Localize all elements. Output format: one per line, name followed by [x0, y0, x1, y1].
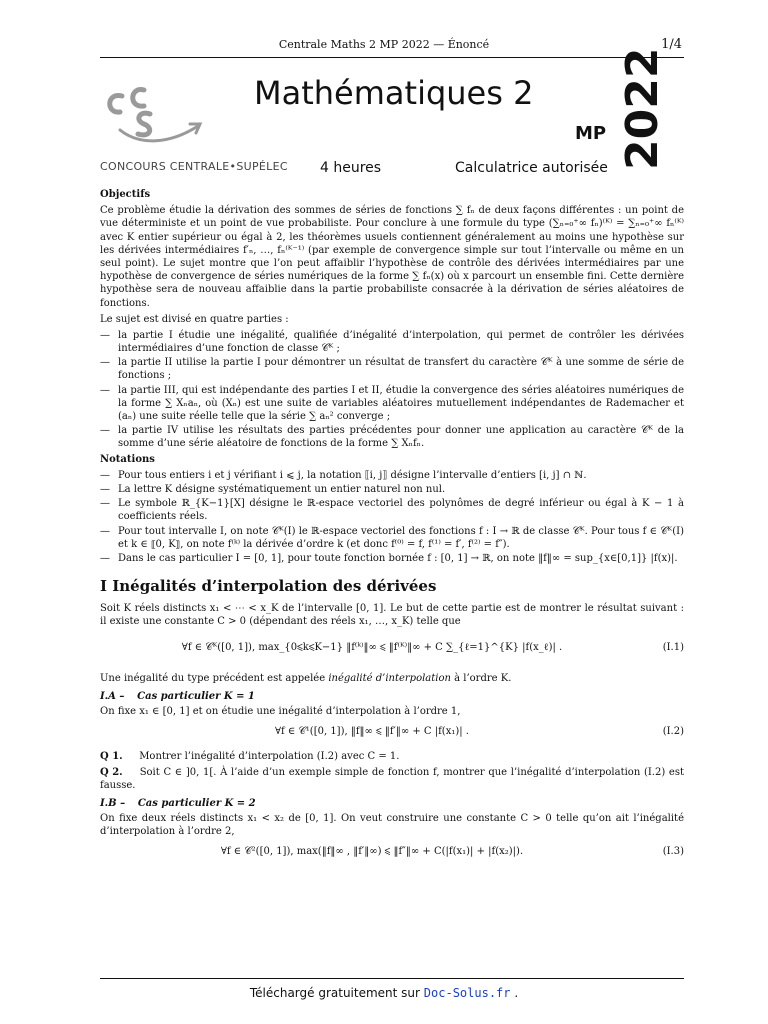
- footer-text: Téléchargé gratuitement sur: [249, 986, 424, 1000]
- document-body: [100, 188, 684, 870]
- question: [100, 750, 684, 763]
- question-text: Montrer l’inégalité d’interpolation (I.2) avec C = 1.: [139, 750, 400, 762]
- subsection-title: Cas particulier K = 2: [137, 798, 256, 810]
- parts-list: [100, 329, 684, 451]
- subsection-title: Cas particulier K = 1: [137, 691, 255, 703]
- subsection-intro: On fixe deux réels distincts x₁ < x₂ de [0, 1]. On veut construire une constante C > 0 telle qu’on ait l’inégalité d’interpolation à l’ordre 2,: [100, 812, 684, 837]
- question-number: Q 1.: [100, 750, 123, 762]
- equation-block: [100, 842, 684, 864]
- notations-list: [100, 469, 684, 565]
- header-rule: [100, 57, 684, 58]
- list-item: — La lettre K désigne systématiquement un entier naturel non nul.: [100, 483, 684, 496]
- list-item: — la partie IV utilise les résultats des parties précédentes pour donner une application au caractère 𝒞ᴷ de la somme d’une série aléatoire de fonctions de la forme ∑ Xₙfₙ.: [100, 424, 684, 450]
- running-header: Centrale Maths 2 MP 2022 — Énoncé: [278, 38, 490, 51]
- equation-number: (I.3): [662, 845, 684, 857]
- question: [100, 766, 684, 792]
- list-item: — la partie III, qui est indépendante des parties I et II, étudie la convergence des séries aléatoires numériques de la forme ∑ Xₙaₙ, où (Xₙ) est une suite de variables aléatoires mutuellement indépendantes de Rademacher et (aₙ) une suite réelle telle que la série ∑ aₙ² converge ;: [100, 384, 684, 424]
- question-text: Soit C ∈ ]0, 1[. À l’aide d’un exemple simple de fonction f, montrer que l’inégalité d’interpolation (I.2) est fausse.: [100, 766, 684, 792]
- exam-track: MP: [575, 123, 607, 144]
- subsection-heading: [100, 690, 684, 703]
- objectifs-heading: Objectifs: [100, 189, 151, 200]
- definition-text: Une inégalité du type précédent est appelée: [100, 673, 329, 685]
- equation-number: (I.1): [662, 642, 684, 654]
- list-item: — Dans le cas particulier I = [0, 1], pour toute fonction bornée f : [0, 1] → ℝ, on note ‖f‖∞ = sup_{x∈[0,1]} |f(x)|.: [100, 552, 684, 565]
- equation: ∀f ∈ 𝒞ᴷ([0, 1]), max_{0⩽k⩽K−1} ‖f⁽ᵏ⁾‖∞ ⩽ ‖f⁽ᴷ⁾‖∞ + C ∑_{ℓ=1}^{K} |f(x_ℓ)| .: [181, 642, 563, 654]
- subsection-heading: [100, 797, 684, 810]
- equation-number: (I.2): [662, 725, 684, 737]
- list-item: — Pour tout intervalle I, on note 𝒞ᴷ(I) le ℝ-espace vectoriel des fonctions f : I → ℝ de classe 𝒞ᴷ. Pour tous f ∈ 𝒞ᴷ(I) et k ∈ ⟦0, K⟧, on note f⁽ᵏ⁾ la dérivée d’ordre k (et donc f⁽⁰⁾ = f, f⁽¹⁾ = f′, f⁽²⁾ = f″).: [100, 525, 684, 551]
- equation-block: [100, 632, 684, 666]
- question-number: Q 2.: [100, 766, 123, 778]
- footer-rule: [100, 978, 684, 979]
- ccs-logo-icon: [100, 78, 260, 158]
- logo-wordmark: CONCOURS CENTRALE•SUPÉLEC: [100, 160, 288, 173]
- equation: ∀f ∈ 𝒞²([0, 1]), max(‖f‖∞ , ‖f′‖∞) ⩽ ‖f″‖∞ + C(|f(x₁)| + |f(x₂)|).: [220, 845, 524, 857]
- section-title: I Inégalités d’interpolation des dérivées: [100, 577, 437, 596]
- calculator-note: Calculatrice autorisée: [455, 160, 608, 176]
- subsection-intro: On fixe x₁ ∈ [0, 1] et on étudie une inégalité d’interpolation à l’ordre 1,: [100, 705, 461, 717]
- page-number: 1/4: [661, 37, 682, 52]
- doc-solus-link[interactable]: Doc-Solus.fr: [423, 986, 511, 1000]
- definition-text-end: à l’ordre K.: [450, 673, 512, 685]
- list-item: — Le symbole ℝ_{K−1}[X] désigne le ℝ-espace vectoriel des polynômes de degré inférieur ou égal à K − 1 à coefficients réels.: [100, 497, 684, 523]
- footer: [0, 986, 768, 1002]
- exam-year-text: 2022: [617, 47, 668, 170]
- exam-title: Mathématiques 2: [254, 74, 534, 112]
- equation: ∀f ∈ 𝒞¹([0, 1]), ‖f‖∞ ⩽ ‖f′‖∞ + C |f(x₁)| .: [275, 725, 469, 737]
- exam-duration: 4 heures: [320, 160, 382, 176]
- section-intro: Soit K réels distincts x₁ < ⋯ < x_K de l’intervalle [0, 1]. Le but de cette partie est de montrer le résultat suivant : il existe une constante C > 0 (dépendant des réels x₁, …, x_K) telle que: [100, 602, 684, 628]
- notations-heading: Notations: [100, 453, 155, 465]
- list-item: — la partie II utilise la partie I pour démontrer un résultat de transfert du caractère 𝒞ᴷ à une somme de série de fonctions ;: [100, 356, 684, 382]
- list-item: — Pour tous entiers i et j vérifiant i ⩽ j, la notation ⟦i, j⟧ désigne l’intervalle d’entiers [i, j] ∩ ℕ.: [100, 469, 684, 482]
- list-item: — la partie I étudie une inégalité, qualifiée d’inégalité d’interpolation, qui permet de contrôler les dérivées intermédiaires d’une fonction de classe 𝒞ᴷ ;: [100, 329, 684, 355]
- definition-paragraph: [100, 672, 684, 685]
- subsection-label: I.A –: [100, 691, 125, 703]
- subsection-label: I.B –: [100, 798, 126, 810]
- parts-intro: Le sujet est divisé en quatre parties :: [100, 313, 289, 325]
- equation-block: [100, 722, 684, 744]
- definition-term: inégalité d’interpolation: [328, 673, 451, 685]
- objectifs-paragraph: Ce problème étudie la dérivation des sommes de séries de fonctions ∑ fₙ de deux façons différentes : un point de vue déterministe et un point de vue probabiliste. Pour conclure à une formule du type (∑ₙ₌₀⁺∞ fₙ)⁽ᴷ⁾ = ∑ₙ₌₀⁺∞ fₙ⁽ᴷ⁾ avec K entier supérieur ou égal à 2, les théorèmes usuels contiennent généralement au moins une hypothèse sur les dérivées intermédiaires f′ₙ, …, fₙ⁽ᴷ⁻¹⁾ (par exemple de convergence simple sur tout l’intervalle ou même en un seul point). Le sujet montre que l’on peut affaiblir l’hypothèse de contrôle des dérivées intermédiaires par une hypothèse de convergence de séries numériques de la forme ∑ fₙ(x) où x parcourt un ensemble fini. Cette dernière hypothèse sera de nouveau affaiblie dans la partie probabiliste consacrée à la dérivation de séries aléatoires de fonctions.: [100, 205, 684, 309]
- footer-text-end: .: [510, 986, 519, 1000]
